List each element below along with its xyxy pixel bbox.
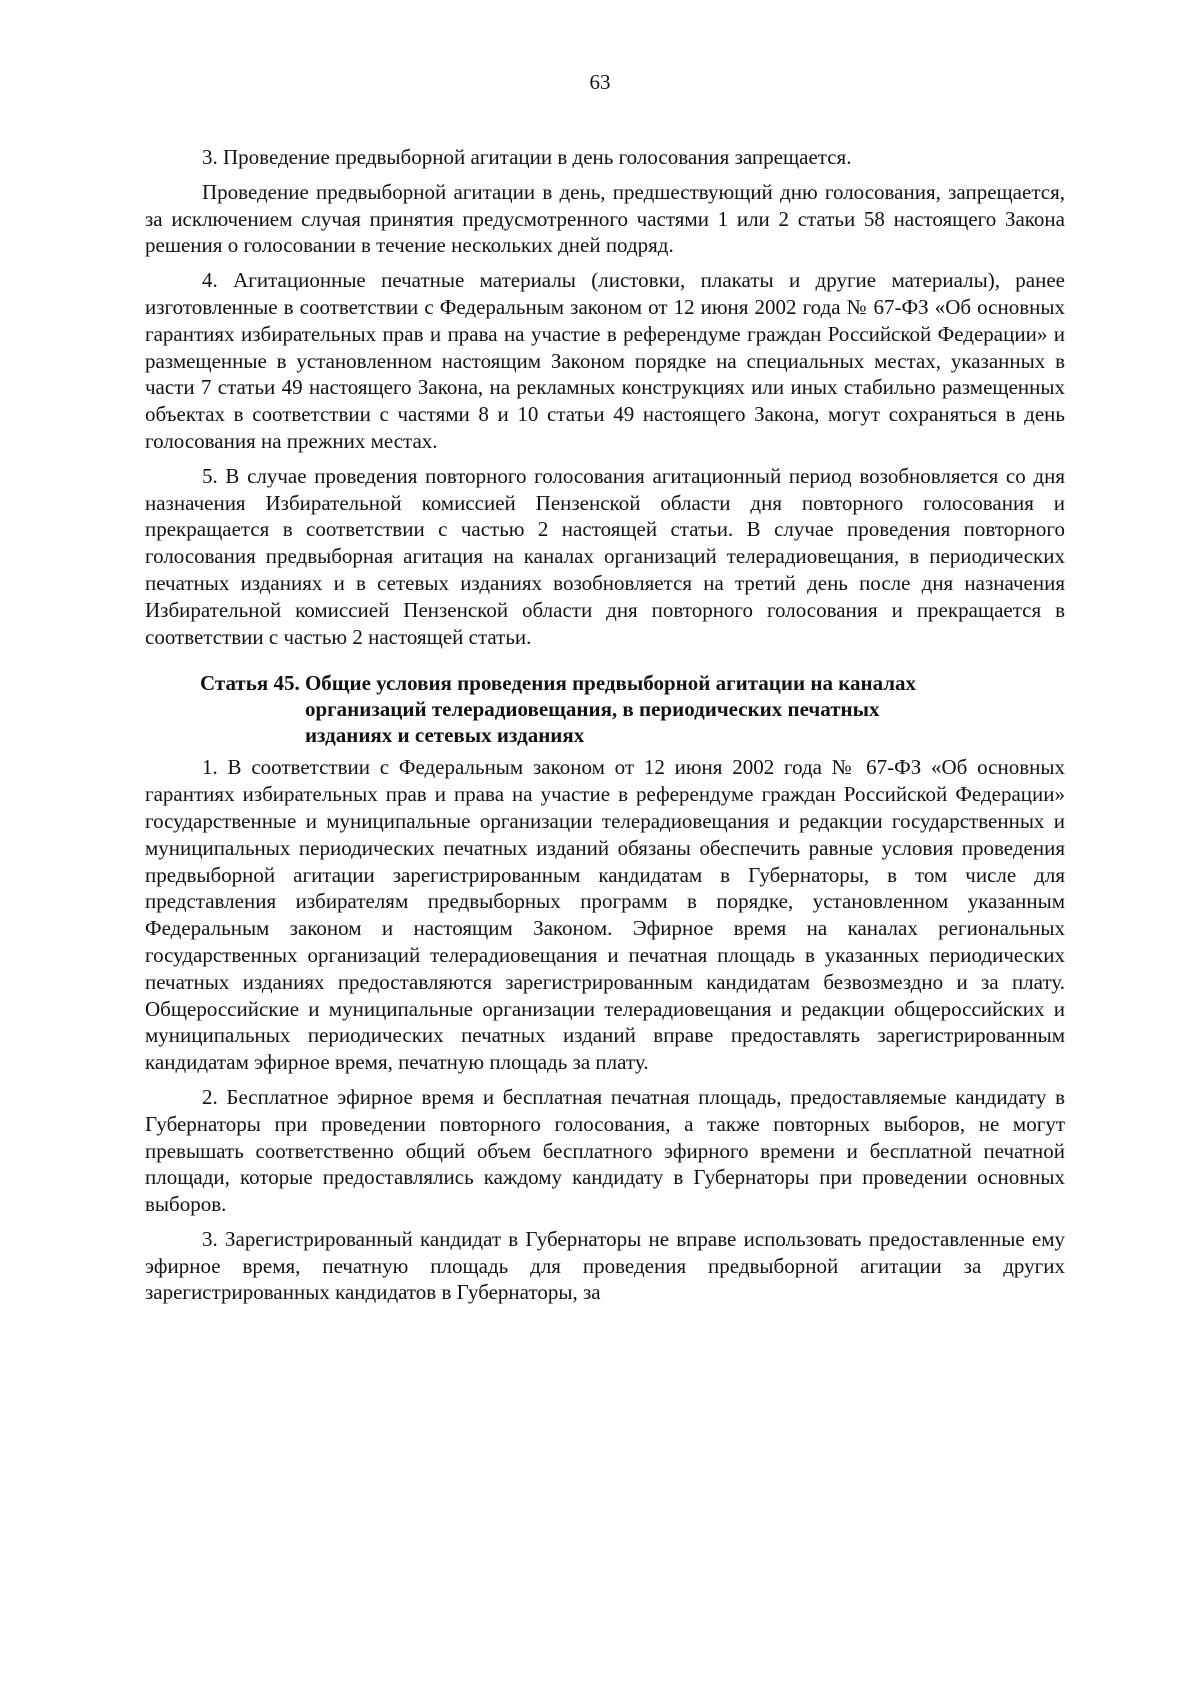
document-body	[145, 144, 1065, 1314]
article-45-heading	[145, 670, 1065, 748]
paragraph-3-voting-day-ban: 3. Проведение предвыборной агитации в день голосования запрещается.	[202, 145, 852, 169]
paragraph-45-3-restriction: 3. Зарегистрированный кандидат в Губернаторы не вправе использовать предоставленные ему эфирное время, печатную площадь для проведения предвыборной агитации за других зарегистрированных кандидатов в Губернаторы, за	[145, 1226, 1065, 1305]
paragraph-5-repeat-voting: 5. В случае проведения повторного голосования агитационный период возобновляется со дня назначения Избирательной комиссией Пензенской области дня повторного голосования и прекращается в соответствии с частью 2 настоящей статьи. В случае проведения повторного голосования предвыборная агитация на каналах организаций телерадиовещания, в периодических печатных изданиях и в сетевых изданиях возобновляется на третий день после дня назначения Избирательной комиссией Пензенской области дня повторного голосования и прекращается в соответствии с частью 2 настоящей статьи.	[145, 463, 1065, 649]
page-number: 63	[589, 70, 611, 94]
paragraph-45-1-equal-conditions: 1. В соответствии с Федеральным законом от 12 июня 2002 года № 67-ФЗ «Об основных гарантиях избирательных прав и права на участие в референдуме граждан Российской Федерации» государственные и муниципальные организации телерадиовещания и редакции государственных и муниципальных периодических печатных изданий обязаны обеспечить равные условия проведения предвыборной агитации зарегистрированным кандидатам в Губернаторы, в том числе для представления избирателям предвыборных программ в порядке, установленном указанным Федеральным законом и настоящим Законом. Эфирное время на каналах региональных государственных организаций телерадиовещания и печатная площадь в указанных периодических печатных изданиях предоставляются зарегистрированным кандидатам безвозмездно и за плату. Общероссийские и муниципальные организации телерадиовещания и редакции общероссийских и муниципальных периодических печатных изданий вправе предоставлять зарегистрированным кандидатам эфирное время, печатную площадь за плату.	[145, 755, 1065, 1075]
article-number: Статья 45.	[200, 671, 305, 696]
paragraph-4-printed-materials: 4. Агитационные печатные материалы (листовки, плакаты и другие материалы), ранее изготовленные в соответствии с Федеральным законом от 12 июня 2002 года № 67-ФЗ «Об основных гарантиях избирательных прав и права на участие в референдуме граждан Российской Федерации» и размещенные в установленном настоящим Законом порядке на специальных местах, указанных в части 7 статьи 49 настоящего Закона, на рекламных конструкциях или иных стабильно размещенных объектах в соответствии с частями 8 и 10 статьи 49 настоящего Закона, могут сохраняться в день голосования на прежних местах.	[145, 268, 1065, 453]
paragraph-pre-voting-day-ban: Проведение предвыборной агитации в день, предшествующий дню голосования, запрещается, за исключением случая принятия предусмотренного частями 1 или 2 статьи 58 настоящего Закона решения о голосовании в течение нескольких дней подряд.	[145, 179, 1065, 258]
article-title: Общие условия проведения предвыборной агитации на каналах организаций телерадиовещания, в периодических печатных изданиях и сетевых изданиях	[304, 671, 917, 748]
paragraph-45-2-free-airtime: 2. Бесплатное эфирное время и бесплатная печатная площадь, предоставляемые кандидату в Губернаторы при проведении повторного голосования, а также повторных выборов, не могут превышать соответственно общий объем бесплатного эфирного времени и бесплатной печатной площади, которые предоставлялись каждому кандидату в Губернаторы при проведении основных выборов.	[145, 1084, 1065, 1217]
